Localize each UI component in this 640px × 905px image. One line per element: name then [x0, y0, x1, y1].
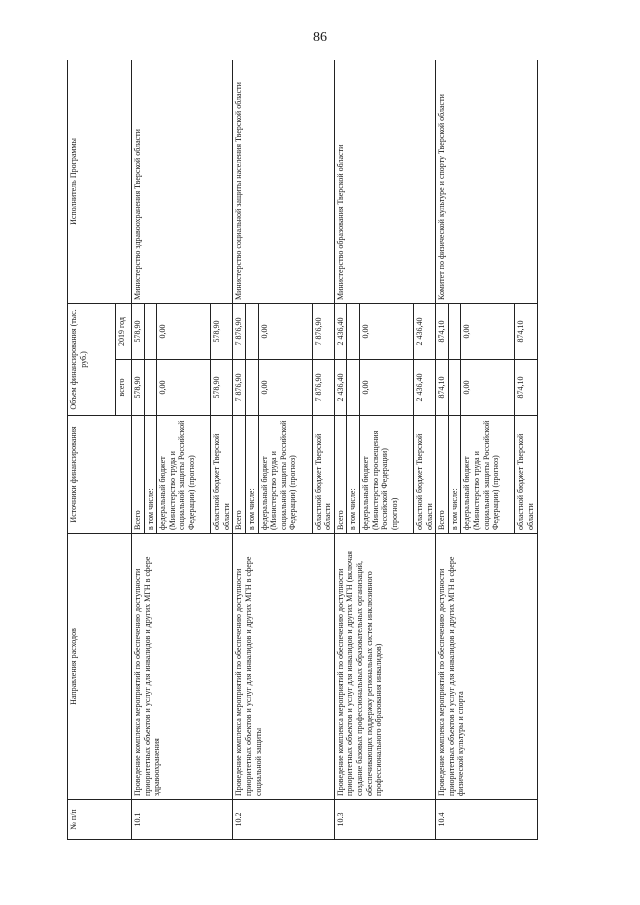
expense-direction: Проведение комплекса мероприятий по обеспечению доступности приоритетных объектов и услуг для инвалидов и других МГН в сфере физической культуры и спорта	[436, 534, 537, 800]
expense-direction: Проведение комплекса мероприятий по обеспечению доступности приоритетных объектов и услуг для инвалидов и других МГН в сфере социальной защиты	[233, 534, 334, 800]
row-number: 10.4	[436, 800, 537, 840]
table-row	[436, 60, 449, 840]
amount-total: 2 436,40	[334, 360, 347, 416]
amount-total: 0,00	[258, 360, 312, 416]
funding-source: федеральный бюджет (Министерство труда и социальной защиты Российской Федерации) (прогноз)	[258, 416, 312, 534]
funding-source: в том числе:	[347, 416, 360, 534]
funding-source: Всего	[436, 416, 449, 534]
table-body	[132, 60, 538, 840]
row-number: 10.1	[132, 800, 233, 840]
row-number: 10.3	[334, 800, 435, 840]
funding-source: федеральный бюджет (Министерство труда и социальной защиты Российской Федерации) (прогноз)	[157, 416, 211, 534]
program-executor: Комитет по физической культуре и спорту Тверской области	[436, 60, 537, 303]
table-row	[132, 60, 145, 840]
page-number: 86	[313, 30, 327, 45]
amount-2019: 2 436,40	[413, 303, 435, 359]
amount-2019: 578,90	[132, 303, 145, 359]
funding-source: областной бюджет Тверской области	[515, 416, 537, 534]
header-executor: Исполнитель Программы	[68, 60, 132, 303]
amount-total: 7 876,90	[233, 360, 246, 416]
table-content	[67, 60, 587, 840]
funding-source: Всего	[334, 416, 347, 534]
amount-total: 0,00	[157, 360, 211, 416]
amount-total: 0,00	[461, 360, 515, 416]
rotated-table-frame	[67, 60, 587, 840]
funding-source: федеральный бюджет (Министерство просвещения Российской Федерации) (прогноз)	[359, 416, 413, 534]
row-number: 10.2	[233, 800, 334, 840]
funding-source: в том числе:	[448, 416, 461, 534]
amount-2019: 578,90	[211, 303, 233, 359]
funding-source: федеральный бюджет (Министерство труда и социальной защиты Российской Федерации) (прогноз)	[461, 416, 515, 534]
amount-2019: 0,00	[258, 303, 312, 359]
amount-2019	[347, 303, 360, 359]
amount-total	[245, 360, 258, 416]
program-executor: Министерство образования Тверской области	[334, 60, 435, 303]
amount-2019: 874,10	[515, 303, 537, 359]
amount-2019: 2 436,40	[334, 303, 347, 359]
header-direction: Направления расходов	[68, 534, 132, 800]
amount-total: 874,10	[515, 360, 537, 416]
funding-source: в том числе:	[245, 416, 258, 534]
amount-2019	[448, 303, 461, 359]
header-total: всего	[116, 360, 132, 416]
amount-2019: 7 876,90	[233, 303, 246, 359]
header-source: Источники финансирования	[68, 416, 132, 534]
amount-total	[347, 360, 360, 416]
funding-source: в том числе:	[144, 416, 157, 534]
amount-total	[448, 360, 461, 416]
expense-direction: Проведение комплекса мероприятий по обеспечению доступности приоритетных объектов и услуг для инвалидов и других МГН (включая создание базовых профессиональных образовательных организаций, обеспечивающих поддержку региональных систем инклюзивного профессионального образования инвалидов)	[334, 534, 435, 800]
amount-2019: 7 876,90	[312, 303, 334, 359]
funding-source: областной бюджет Тверской области	[413, 416, 435, 534]
program-executor: Министерство социальной защиты населения Тверской области	[233, 60, 334, 303]
amount-total: 2 436,40	[413, 360, 435, 416]
program-executor: Министерство здравоохранения Тверской области	[132, 60, 233, 303]
funding-source: Всего	[132, 416, 145, 534]
amount-total: 7 876,90	[312, 360, 334, 416]
table-row	[233, 60, 246, 840]
header-year: 2019 год	[116, 303, 132, 359]
amount-2019: 0,00	[157, 303, 211, 359]
amount-total: 578,90	[132, 360, 145, 416]
amount-2019: 0,00	[461, 303, 515, 359]
amount-2019	[245, 303, 258, 359]
header-volume: Объем финансирования (тыс. руб.)	[68, 303, 116, 415]
funding-source: Всего	[233, 416, 246, 534]
header-num: № п/п	[68, 800, 132, 840]
expense-direction: Проведение комплекса мероприятий по обеспечению доступности приоритетных объектов и услуг для инвалидов и других МГН в сфере здравоохранения	[132, 534, 233, 800]
amount-2019: 874,10	[436, 303, 449, 359]
amount-total: 874,10	[436, 360, 449, 416]
funding-source: областной бюджет Тверской области	[211, 416, 233, 534]
amount-total	[144, 360, 157, 416]
amount-total: 0,00	[359, 360, 413, 416]
amount-total: 578,90	[211, 360, 233, 416]
amount-2019: 0,00	[359, 303, 413, 359]
amount-2019	[144, 303, 157, 359]
funding-table	[67, 60, 538, 840]
funding-source: областной бюджет Тверской области	[312, 416, 334, 534]
table-row	[334, 60, 347, 840]
